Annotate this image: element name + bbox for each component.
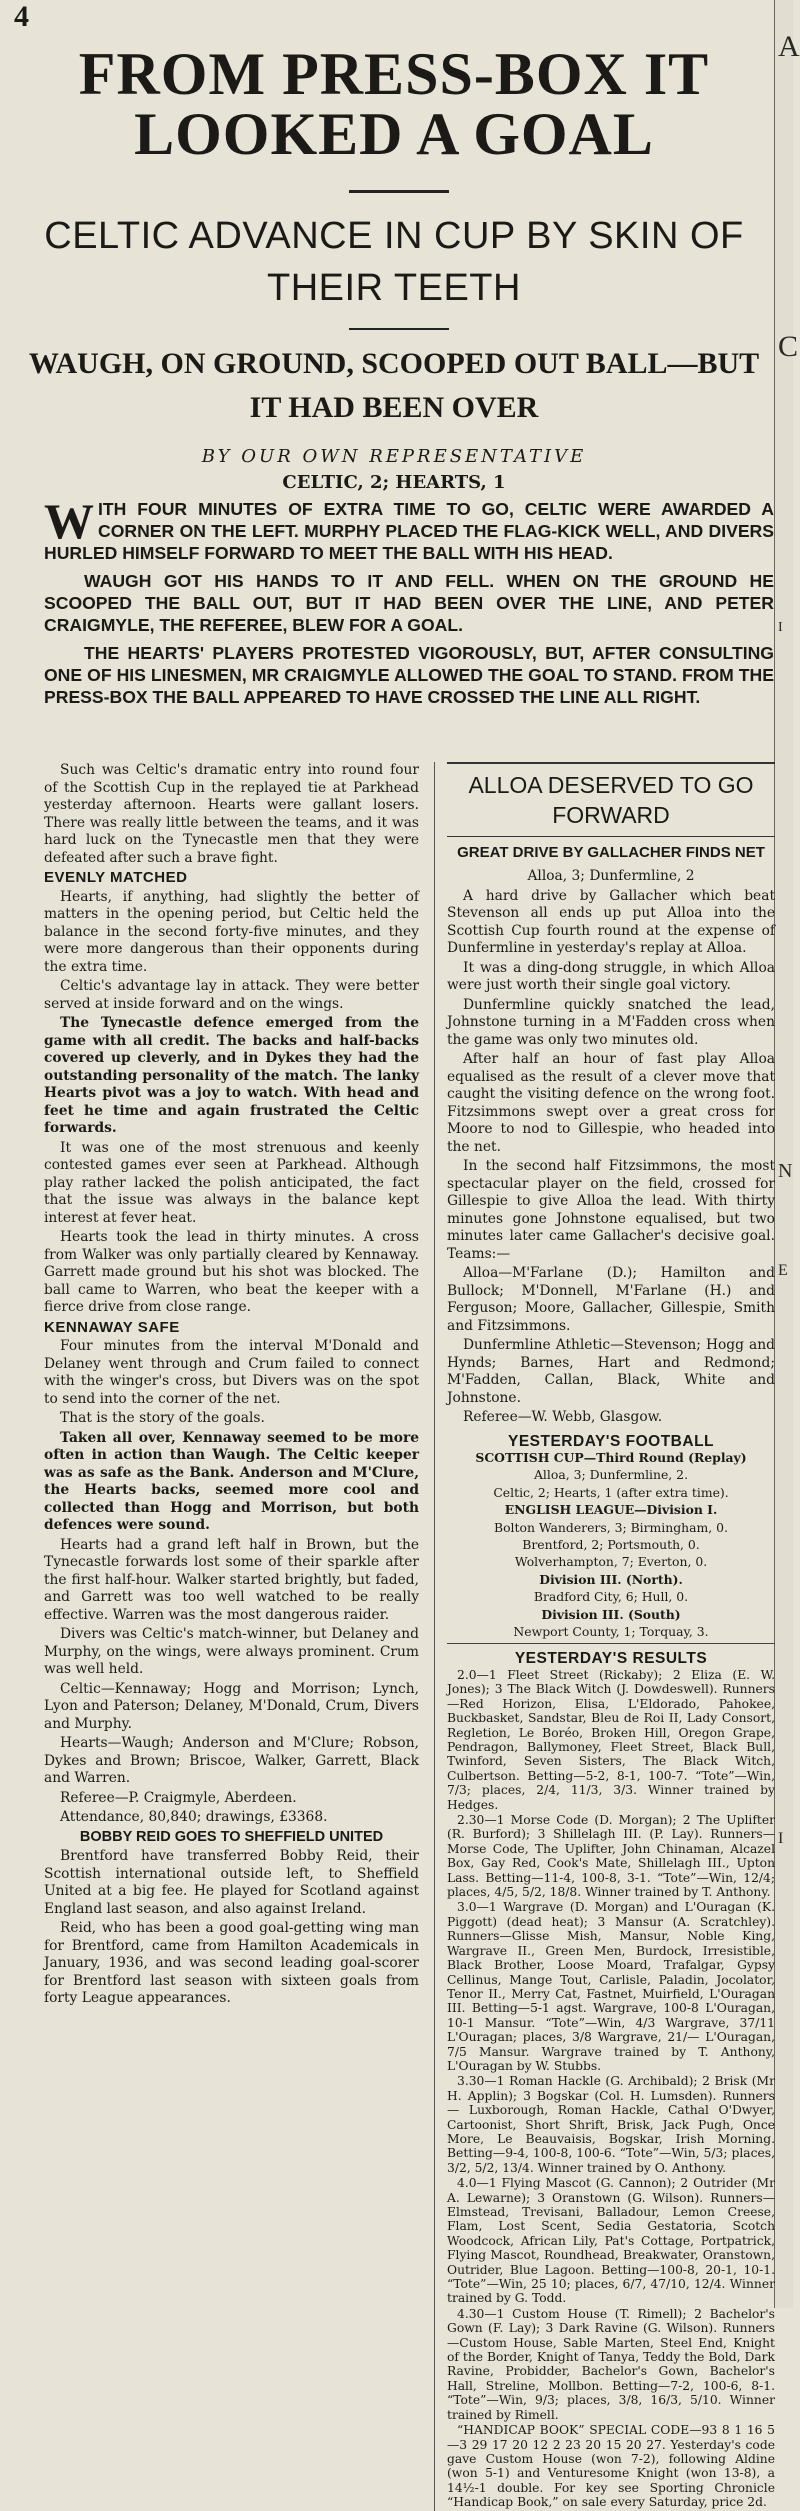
subheading: KENNAWAY SAFE	[44, 1318, 180, 1336]
body-paragraph: Hearts had a grand left half in Brown, but the Tynecastle forwards lost some of their sparkle after the first half-hour. Walker started brightly, but faded, and Garrett was too well watched to be really effective. Warren was the most dangerous raider.	[44, 1536, 419, 1623]
result-line: Brentford, 2; Portsmouth, 0.	[522, 1537, 700, 1553]
attendance-line: Attendance, 80,840; drawings, £3368.	[60, 1809, 328, 1825]
body-paragraph: Four minutes from the interval M'Donald and Delaney went through and Crum failed to connect with the winger's cross, but Divers was on the spot to send into the corner of the net.	[44, 1338, 419, 1407]
right-subheadline: GREAT DRIVE BY GALLACHER FINDS NET	[447, 836, 775, 862]
body-paragraph: Hearts, if anything, had slightly the better of matters in the opening period, but Celtic held the balance in the second forty-five minutes, and they were more dangerous than their opponents during the extra time.	[44, 888, 419, 975]
subheading: EVENLY MATCHED	[44, 869, 188, 886]
byline: BY OUR OWN REPRESENTATIVE	[201, 446, 587, 467]
divider	[447, 1643, 775, 1644]
body-paragraph: It was a ding-dong struggle, in which Alloa were just worth their single goal victory.	[447, 959, 775, 993]
adjacent-column-strip	[774, 0, 800, 2308]
body-paragraph-bold: The Tynecastle defence emerged from the game with all credit. The backs and half-backs covered up cleverly, and in Dykes they had the outstanding personality of the match. The lanky Hearts pivot was a joy to watch. With head and feet he time and again frustrated the Celtic forwards.	[44, 1015, 419, 1136]
section-title: YESTERDAY'S FOOTBALL	[507, 1432, 715, 1450]
headline-main: FROM PRESS-BOX IT LOOKED A GOAL	[78, 41, 710, 167]
race-result: 4.30—1 Custom House (T. Rimell); 2 Bachelor's Gown (F. Lay); 3 Dark Ravine (G. Wilson). Runners—Custom House, Sable Marten, Steel End, Knight of the Border, Knight of Tanya, Teddy the Bold, Dark Ravine, Probidder, Bachelor's Gown, Bachelor's Hall, Streline, Mollbon. Betting—7-2, 100-6, 8-1. “Tote”—Win, 9/3; places, 3/8, 16/3, 5/10. Winner trained by Rimell.	[447, 2306, 775, 2422]
strip-letter: C	[778, 330, 799, 363]
body-paragraph: Dunfermline quickly snatched the lead, Johnstone turning in a M'Fadden cross when the game was only two minutes old.	[447, 996, 775, 1048]
result-line: Newport County, 1; Torquay, 3.	[513, 1624, 709, 1640]
section-title: YESTERDAY'S RESULTS	[514, 1650, 708, 1668]
race-result: 4.0—1 Flying Mascot (G. Cannon); 2 Outrider (Mr A. Lewarne); 3 Oranstown (G. Wilson). Runners—Elmstead, Trevisani, Balladour, Lemon Creese, Flam, Lost Scent, Sedia Gestatoria, Scotch Woodcock, African Lily, Pat's Cottage, Portpatrick, Flying Mascot, Roundhead, Breakwater, Oranstown, Outrider, Blue Lagoon. Betting—100-8, 20-1, 10-1. “Tote”—Win, 25 10; places, 6/7, 47/10, 12/4. Winner trained by G. Todd.	[447, 2176, 775, 2306]
body-paragraph-bold: Taken all over, Kennaway seemed to be more often in action than Waugh. The Celtic keeper was as safe as the Bank. Anderson and M'Clure, the Hearts backs, seemed more cool and collected than Hogg and Morrison, but both defences were sound.	[44, 1429, 419, 1533]
body-paragraph: Celtic's advantage lay in attack. They were better served at inside forward and on the wings.	[44, 978, 419, 1012]
race-result: 3.30—1 Roman Hackle (G. Archibald); 2 Brisk (Mr H. Applin); 3 Bogskar (Col. H. Lumsden). Runners — Luxborough, Roman Hackle, Cathal O'Dwyer, Cartoonist, Short Shrift, Brisk, Jack Pugh, Once More, Le Beauvaisis, Bogskar, Irish Morning. Betting—9-4, 100-8, 100-6. “Tote”—Win, 5/3; places, 3/2, 5/2, 13/4. Winner trained by O. Anthony.	[447, 2074, 775, 2175]
match-score: Alloa, 3; Dunfermline, 2	[527, 868, 695, 884]
race-result: 2.0—1 Fleet Street (Rickaby); 2 Eliza (E. W. Jones); 3 The Black Witch (J. Dowdeswell). Runners—Red Horizon, Elisa, L'Eldorado, Pahokee, Buckbasket, Sandstar, Bleu de Roi II, Lady Consort, Regletion, Le Boréo, Broken Hill, Oregon Grape, Pendragon, Ballymoney, Fleet Street, Black Bull, Twinford, Seven Sisters, The Black Witch, Culbertson. Betting—5-2, 8-1, 100-7. “Tote”—Win, 7/3; places, 2/4, 11/3, 3/3. Winner trained by Hedges.	[447, 1667, 775, 1812]
body-paragraph: That is the story of the goals.	[60, 1410, 265, 1426]
body-paragraph: Divers was Celtic's match-winner, but Delaney and Murphy, on the wings, were always prominent. Crum was well held.	[44, 1626, 419, 1677]
team-line: Dunfermline Athletic—Stevenson; Hogg and Hynds; Barnes, Hart and Redmond; M'Fadden, Callan, Black, White and Johnstone.	[447, 1337, 775, 1406]
match-score: CELTIC, 2; HEARTS, 1	[282, 472, 506, 493]
race-result: 3.0—1 Wargrave (D. Morgan) and L'Ouragan (K. Piggott) (dead heat); 3 Mansur (A. Scratchley). Runners—Glisse Mish, Mansur, Noble King, Wargrave II., Green Men, Burdock, Irresistible, Black Brother, Loose Moard, Trafalgar, Gypsy Cellinus, Mange Tout, Carlisle, Paladin, Jocolator, Tenor II., Merry Cat, Fastnet, Muirfield, L'Ouragan III. Betting—5-1 agst. Wargrave, 100-8 L'Ouragan, 10-1 Mansur. “Tote”—Win, 4/3 Wargrave, 37/11 L'Ouragan; places, 3/8 Wargrave, 21/— L'Ouragan, 7/5 Mansur. Wargrave trained by T. Anthony, L'Ouragan by W. Stubbs.	[447, 1900, 775, 2073]
body-paragraph: A hard drive by Gallacher which beat Stevenson all ends up put Alloa into the Scottish Cup fourth round at the expense of Dunfermline in yesterday's replay at Alloa.	[447, 887, 775, 956]
body-paragraph: After half an hour of fast play Alloa equalised as the result of a clever move that caught the visiting defence on the wrong foot. Fitzsimmons swept over a great cross for Moore to nod to Gillespie, who headed into the net.	[447, 1051, 775, 1155]
referee-line: Referee—P. Craigmyle, Aberdeen.	[60, 1789, 297, 1806]
competition-heading: Division III. (North).	[539, 1571, 683, 1587]
result-line: Bradford City, 6; Hull, 0.	[533, 1589, 689, 1605]
strip-letter: E	[778, 1262, 788, 1279]
divider	[349, 190, 449, 193]
body-paragraph: It was one of the most strenuous and keenly contested games ever seen at Parkhead. Although play rather lacked the polish anticipated, the fact that the issue was always in the balance kept interest at fever heat.	[44, 1139, 419, 1226]
body-paragraph: Hearts took the lead in thirty minutes. A cross from Walker was only partially cleared by Kennaway. Garrett made ground but his shot was blocked. The ball came to Warren, who beat the keeper with a fierce drive from close range.	[44, 1229, 419, 1315]
subheading: BOBBY REID GOES TO SHEFFIELD UNITED	[79, 1828, 384, 1845]
lead-paragraph: WAUGH GOT HIS HANDS TO IT AND FELL. WHEN ON THE GROUND HE SCOOPED THE BALL OUT, BUT IT HAD BEEN OVER THE LINE, AND PETER CRAIGMYLE, THE REFEREE, BLEW FOR A GOAL.	[44, 571, 774, 635]
headline-sub: CELTIC ADVANCE IN CUP BY SKIN OF THEIR TEETH	[44, 215, 744, 309]
result-line: Alloa, 3; Dunfermline, 2.	[533, 1467, 689, 1483]
result-line: Wolverhampton, 7; Everton, 0.	[514, 1554, 708, 1570]
lead-paragraph: THE HEARTS' PLAYERS PROTESTED VIGOROUSLY, BUT, AFTER CONSULTING ONE OF HIS LINESMEN, MR CRAIGMYLE ALLOWED THE GOAL TO STAND. FROM THE PRESS-BOX THE BALL APPEARED TO HAVE CROSSED THE LINE ALL RIGHT.	[44, 643, 774, 707]
lead-paragraphs	[44, 493, 774, 714]
strip-letter: I	[778, 620, 783, 635]
headline-third: WAUGH, ON GROUND, SCOOPED OUT BALL—BUT IT HAD BEEN OVER	[28, 347, 760, 424]
drop-cap: W	[44, 493, 94, 549]
strip-letter: A	[778, 30, 800, 63]
team-line-hearts: Hearts—Waugh; Anderson and M'Clure; Robson, Dykes and Brown; Briscoe, Walker, Garrett, Black and Warren.	[44, 1735, 419, 1786]
referee-line: Referee—W. Webb, Glasgow.	[463, 1409, 663, 1425]
race-result: 2.30—1 Morse Code (D. Morgan); 2 The Uplifter (R. Burford); 3 Shillelagh III. (P. Lay). Runners—Morse Code, The Uplifter, John Chinaman, Alcazel Box, Gay Red, Cook's Mate, Shillelagh III., Upton Lass. Betting—11-4, 100-8, 3-1. “Tote”—Win, 12/4; places, 4/5, 5/2, 18/8. Winner trained by T. Anthony.	[447, 1813, 775, 1900]
team-line: Alloa—M'Farlane (D.); Hamilton and Bullock; M'Donnell, M'Farlane (H.) and Ferguson; Moore, Gallacher, Gillespie, Smith and Fitzsimmons.	[447, 1265, 775, 1334]
competition-heading: SCOTTISH CUP—Third Round (Replay)	[475, 1450, 747, 1465]
competition-heading: ENGLISH LEAGUE—Division I.	[504, 1502, 718, 1518]
lead-paragraph: ITH FOUR MINUTES OF EXTRA TIME TO GO, CELTIC WERE AWARDED A CORNER ON THE LEFT. MURPHY PLACED THE FLAG-KICK WELL, AND DIVERS HURLED HIMSELF FORWARD TO MEET THE BALL WITH HIS HEAD.	[44, 499, 774, 563]
right-column	[434, 762, 775, 2511]
body-paragraph: Such was Celtic's dramatic entry into round four of the Scottish Cup in the replayed tie at Parkhead yesterday afternoon. Hearts were gallant losers. There was really little between the teams, and it was hard luck on the Tynecastle men that they were defeated after such a brave fight.	[44, 762, 419, 866]
page-number: 4	[14, 0, 29, 33]
divider	[349, 328, 449, 330]
left-column	[44, 762, 419, 2010]
team-line-celtic: Celtic—Kennaway; Hogg and Morrison; Lynch, Lyon and Paterson; Delaney, M'Donald, Crum, Divers and Murphy.	[44, 1680, 419, 1732]
result-line: Bolton Wanderers, 3; Birmingham, 0.	[493, 1519, 729, 1535]
body-paragraph: Brentford have transferred Bobby Reid, their Scottish international outside left, to Sheffield United at a big fee. He played for Scotland against England last season, and also against Ireland.	[44, 1848, 419, 1917]
race-result: “HANDICAP BOOK” SPECIAL CODE—93 8 1 16 5—3 29 17 20 12 2 23 20 15 20 27. Yesterday's code gave Custom House (won 7-2), following Aldine (won 5-1) and Venturesome Knight (won 13-8), a 14½-1 double. For key see Sporting Chronicle “Handicap Book,” on sale every Saturday, price 2d.	[447, 2423, 775, 2510]
strip-letter: N	[778, 1160, 793, 1182]
competition-heading: Division III. (South)	[541, 1606, 681, 1622]
body-paragraph: Reid, who has been a good goal-getting wing man for Brentford, came from Hamilton Academicals in January, 1936, and was second leading goal-scorer for Brentford last season with sixteen goals from forty League appearances.	[44, 1920, 419, 2006]
race-results	[447, 1668, 775, 2510]
result-line: Celtic, 2; Hearts, 1 (after extra time).	[493, 1484, 729, 1500]
right-headline: ALLOA DESERVED TO GO FORWARD	[447, 762, 775, 830]
strip-letter: I	[778, 1830, 784, 1847]
body-paragraph: In the second half Fitzsimmons, the most spectacular player on the field, crossed for Gillespie to give Alloa the lead. With thirty minutes gone Johnstone equalised, but two minutes later came Gallacher's decisive goal. Teams:—	[447, 1158, 775, 1262]
